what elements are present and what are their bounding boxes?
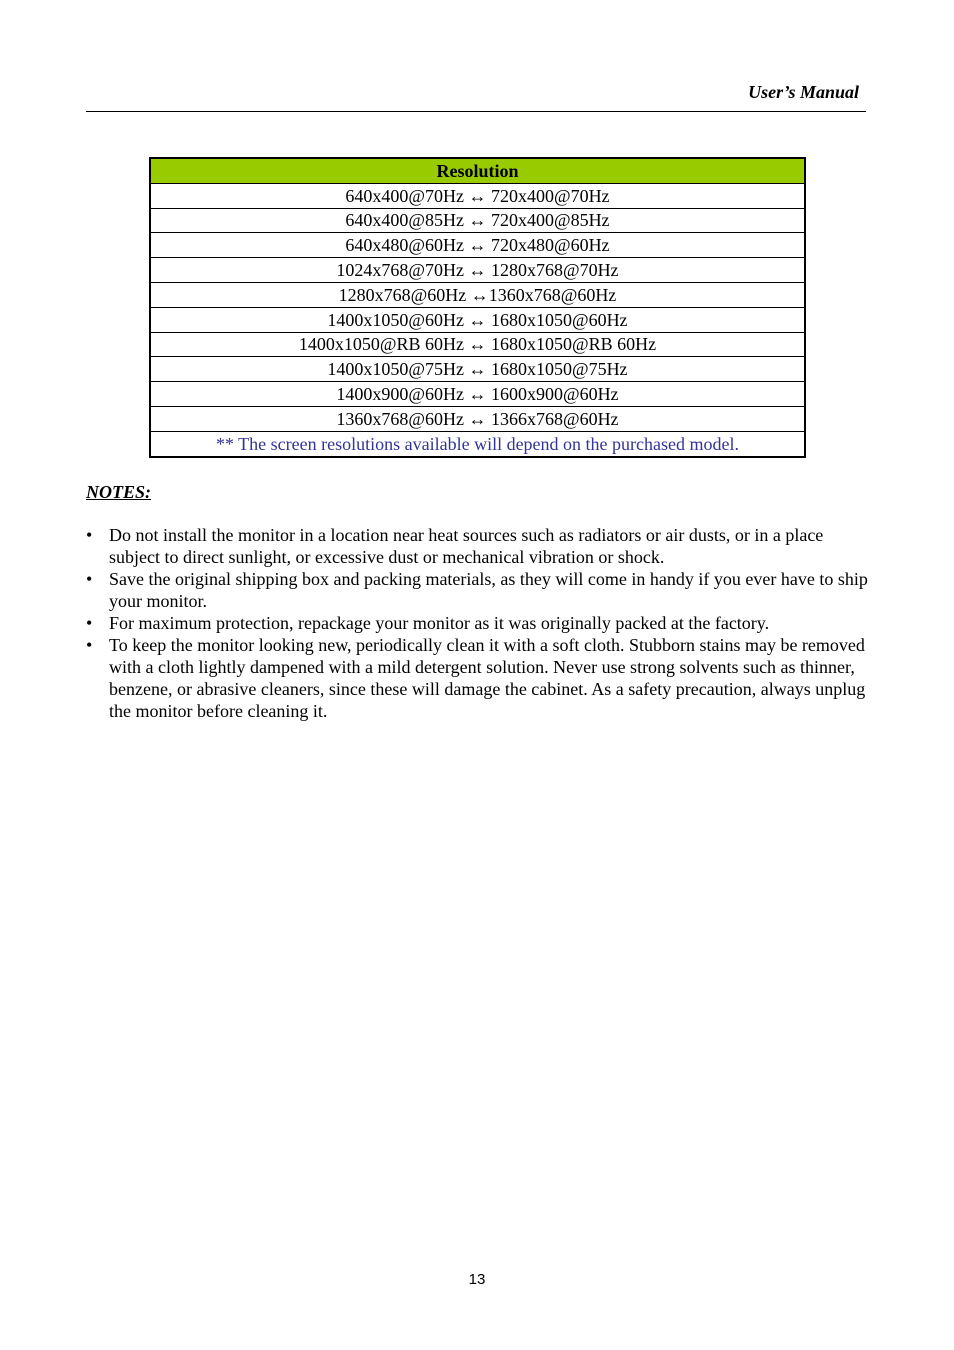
list-item-text: Do not install the monitor in a location near heat sources such as radiators or air dusts, or in a place subject to direct sunlight, or excessive dust or mechanical vibration or shock.: [109, 525, 824, 567]
list-item: [86, 634, 871, 722]
header-divider: [86, 111, 866, 112]
table-row: [150, 233, 805, 258]
list-item-text: To keep the monitor looking new, periodically clean it with a soft cloth. Stubborn stains may be removed with a cloth lightly dampened with a mild detergent solution. Never use strong solvents such as thinner, benzene, or abrasive cleaners, since these will damage the cabinet. As a safety precaution, always unplug the monitor before cleaning it.: [109, 635, 866, 721]
table-row: [150, 357, 805, 382]
table-row: [150, 258, 805, 283]
page-number: 13: [468, 1271, 486, 1288]
resolution-cell: 1360x768@60Hz ↔ 1366x768@60Hz: [150, 406, 805, 431]
resolution-cell: 1400x1050@60Hz ↔ 1680x1050@60Hz: [150, 307, 805, 332]
table-row: [150, 183, 805, 208]
resolution-cell: 640x480@60Hz ↔ 720x480@60Hz: [150, 233, 805, 258]
table-note-row: [150, 431, 805, 456]
resolution-cell: 1400x1050@75Hz ↔ 1680x1050@75Hz: [150, 357, 805, 382]
resolution-table: [149, 157, 806, 458]
bullet-icon: •: [86, 635, 93, 655]
list-item: [86, 524, 871, 568]
resolution-cell: 640x400@85Hz ↔ 720x400@85Hz: [150, 208, 805, 233]
table-row: [150, 282, 805, 307]
resolution-cell: 1024x768@70Hz ↔ 1280x768@70Hz: [150, 258, 805, 283]
resolution-cell: 640x400@70Hz ↔ 720x400@70Hz: [150, 183, 805, 208]
notes-list: [86, 524, 871, 722]
table-header-cell: Resolution: [150, 158, 805, 183]
list-item: [86, 612, 871, 634]
table-row: [150, 208, 805, 233]
resolution-cell: 1400x900@60Hz ↔ 1600x900@60Hz: [150, 382, 805, 407]
list-item-text: For maximum protection, repackage your monitor as it was originally packed at the factory.: [109, 613, 770, 633]
table-row: [150, 382, 805, 407]
bullet-icon: •: [86, 613, 93, 633]
table-row: [150, 332, 805, 357]
table-note-cell: ** The screen resolutions available will depend on the purchased model.: [150, 431, 805, 456]
notes-heading: NOTES:: [86, 482, 152, 502]
header-title: User’s Manual: [748, 82, 859, 102]
bullet-icon: •: [86, 525, 93, 545]
table-row: [150, 307, 805, 332]
table-row: [150, 406, 805, 431]
resolution-cell: 1400x1050@RB 60Hz ↔ 1680x1050@RB 60Hz: [150, 332, 805, 357]
table-header-row: [150, 158, 805, 183]
resolution-cell: 1280x768@60Hz ↔1360x768@60Hz: [150, 282, 805, 307]
bullet-icon: •: [86, 569, 93, 589]
list-item-text: Save the original shipping box and packing materials, as they will come in handy if you ever have to ship your monitor.: [109, 569, 868, 611]
list-item: [86, 568, 871, 612]
